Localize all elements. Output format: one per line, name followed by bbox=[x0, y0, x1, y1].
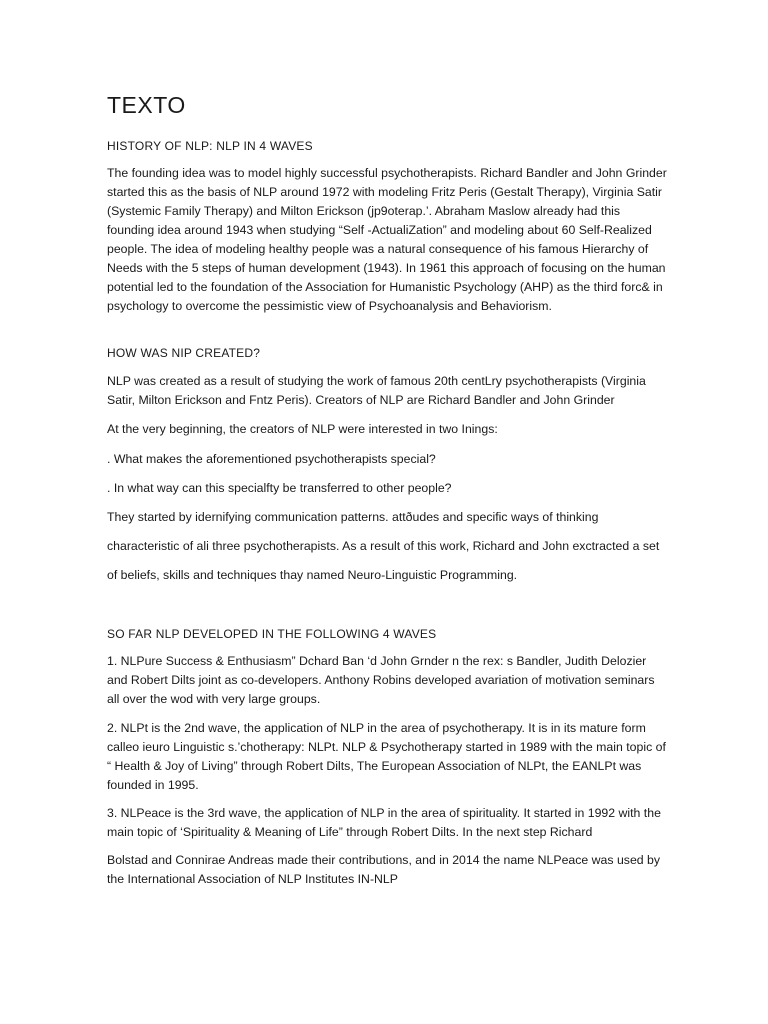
wave-1: 1. NLPure Success & Enthusiasm” Dchard Ban ‘d John Grnder n the rex: s Bandler, Judith Delozier and Robert Dilts joint as co-developers. Anthony Robins developed avariation of motivation seminars all over the wod with very large groups. bbox=[107, 654, 655, 706]
document-title: TEXTO bbox=[107, 92, 186, 118]
heading-history: HISTORY OF NLP: NLP IN 4 WAVES bbox=[107, 139, 313, 153]
paragraph-beginning: At the very beginning, the creators of NLP were interested in two Inings: bbox=[107, 422, 498, 436]
paragraph-founding: The founding idea was to model highly successful psychotherapists. Richard Bandler and John Grinder started this as the basis of NLP around 1972 with modeling Fritz Peris (Gestalt Therapy), Virginia Satir (Systemic Family Therapy) and Milton Erickson (jp9oterap.’. Abraham Maslow already had this founding idea around 1943 when studying “Self -ActualiZation” and modeling about 60 Self-Realized people. The idea of modeling healthy people was a natural consequence of his famous Hierarchy of Needs with the 5 steps of human development (1943). In 1961 this approach of focusing on the human potential led to the foundation of the Association for Humanistic Psychology (AHP) as the third forc& in psychology to overcome the pessimistic view of Psychoanalysis and Behaviorism. bbox=[107, 166, 667, 313]
paragraph-created: NLP was created as a result of studying the work of famous 20th centLry psychotherapists (Virginia Satir, Milton Erickson and Fntz Peris). Creators of NLP are Richard Bandler and John Grinder bbox=[107, 374, 646, 407]
wave-2: 2. NLPt is the 2nd wave, the application of NLP in the area of psychotherapy. It is in its mature form calleo ieuro Linguistic s.’chotherapy: NLPt. NLP & Psychotherapy started in 1989 with the main topic of “ Health & Joy of Living” through Robert Dilts, The European Association of NLPt, the EANLPt was founded in 1995. bbox=[107, 721, 666, 792]
heading-created: HOW WAS NIP CREATED? bbox=[107, 346, 261, 360]
wave-3: 3. NLPeace is the 3rd wave, the application of NLP in the area of spirituality. It started in 1992 with the main topic of ‘Spirituality & Meaning of Life” through Robert Dilts. In the next step Richard bbox=[107, 806, 661, 839]
paragraph-started: They started by idernifying communication patterns. attðudes and specific ways of thinking characteristic of ali three psychotherapists. As a result of this work, Richard and John exctracted a set of beliefs, skills and techniques thay named Neuro-Linguistic Programming. bbox=[107, 510, 660, 582]
heading-waves: SO FAR NLP DEVELOPED IN THE FOLLOWING 4 WAVES bbox=[107, 627, 437, 641]
wave-3-continued: Bolstad and Connirae Andreas made their contributions, and in 2014 the name NLPeace was used by the International Association of NLP Institutes IN-NLP bbox=[107, 853, 661, 886]
question-1: . What makes the aforementioned psychotherapists special? bbox=[107, 452, 436, 466]
question-2: . In what way can this specialfty be transferred to other people? bbox=[107, 481, 452, 495]
